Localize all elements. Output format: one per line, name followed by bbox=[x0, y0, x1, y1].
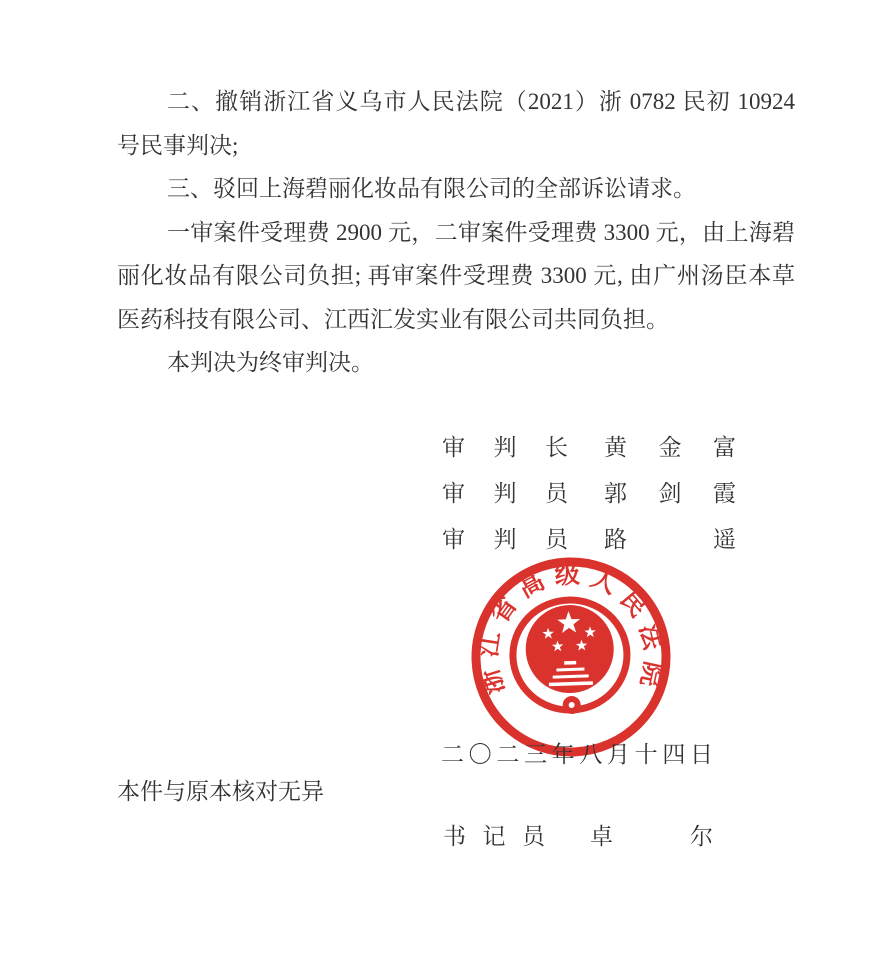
court-fees-paragraph: 一审案件受理费 2900 元，二审案件受理费 3300 元，由上海碧丽化妆品有限公司负担; 再审案件受理费 3300 元, 由广州汤臣本草医药科技有限公司、江西汇发实业有限公司共同负担。 bbox=[117, 219, 795, 332]
clerk-signature-row bbox=[443, 823, 713, 850]
presiding-judge-row bbox=[442, 422, 736, 468]
presiding-judge-role: 审判长 bbox=[442, 434, 568, 460]
verification-note: 本件与原本核对无异 bbox=[117, 779, 324, 804]
judgment-date: 二〇二三年八月十四日 bbox=[441, 742, 713, 767]
judge-2-name: 路遥 bbox=[604, 526, 736, 552]
presiding-judge-name: 黄金富 bbox=[604, 434, 736, 460]
judge-row-1 bbox=[442, 468, 736, 514]
ruling-item-3: 三、驳回上海碧丽化妆品有限公司的全部诉讼请求。 bbox=[167, 176, 696, 201]
clerk-role: 书记员 bbox=[443, 824, 545, 849]
judge-1-role: 审判员 bbox=[442, 480, 568, 506]
china-national-emblem-icon bbox=[511, 598, 629, 716]
signature-block bbox=[442, 422, 736, 560]
clerk-name: 卓尔 bbox=[590, 824, 713, 849]
seal-text: 浙江省高级人民法院 bbox=[475, 561, 667, 698]
court-seal bbox=[463, 549, 678, 764]
judge-2-role: 审判员 bbox=[442, 526, 568, 552]
judgment-body bbox=[117, 80, 795, 385]
final-judgment-statement: 本判决为终审判决。 bbox=[167, 350, 374, 375]
ruling-item-2: 二、撤销浙江省义乌市人民法院（2021）浙 0782 民初 10924 号民事判决; bbox=[117, 89, 795, 158]
judge-1-name: 郭剑霞 bbox=[604, 480, 736, 506]
